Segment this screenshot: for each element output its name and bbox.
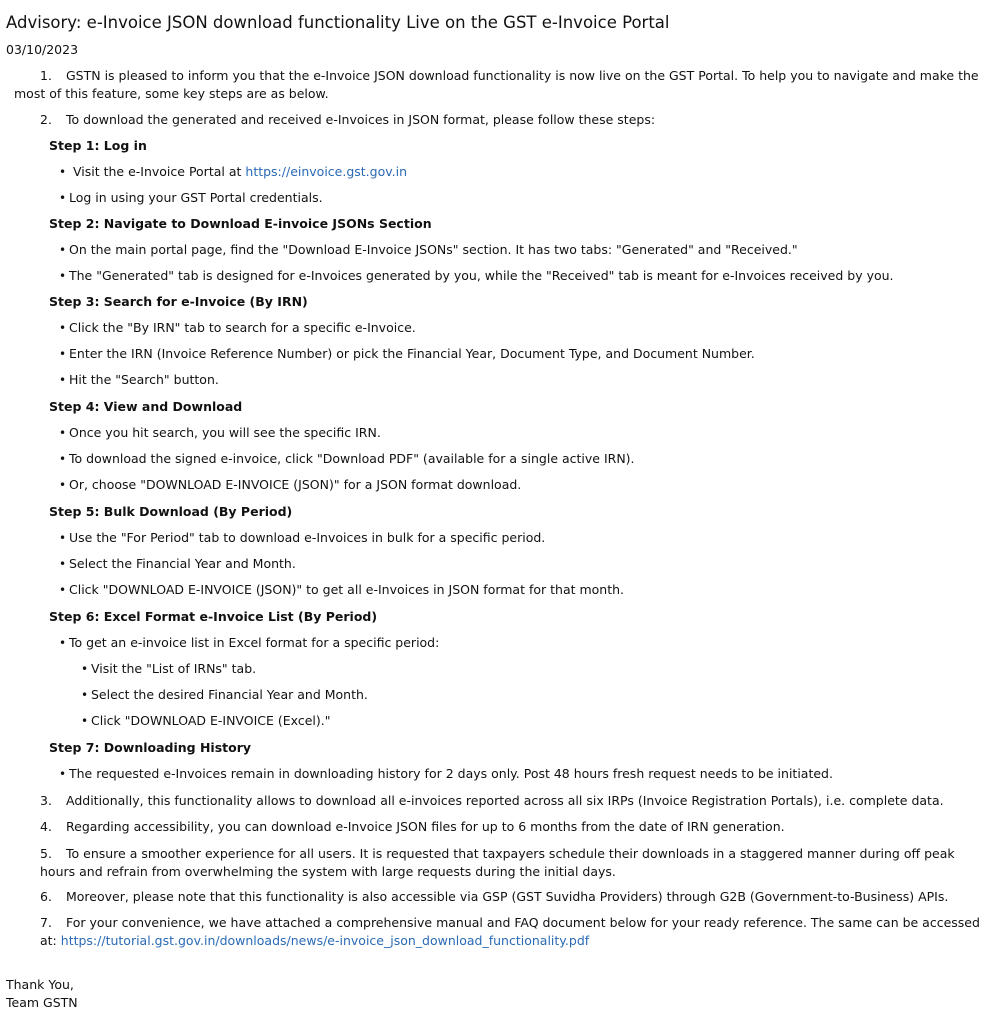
point-5-continuation: hours and refrain from overwhelming the system with large requests during the initial days. bbox=[40, 864, 616, 879]
list-item: • The "Generated" tab is designed for e-Invoices generated by you, while the "Received" tab is meant for e-Invoices received by you. bbox=[59, 267, 894, 285]
point-number: 3. bbox=[40, 793, 52, 808]
step-7-heading: Step 7: Downloading History bbox=[49, 740, 252, 755]
point-5 bbox=[40, 845, 955, 863]
point-text: To ensure a smoother experience for all users. It is requested that taxpayers schedule their downloads in a staggered manner during off peak bbox=[66, 846, 955, 861]
manual-pdf-link[interactable]: https://tutorial.gst.gov.in/downloads/news/e-invoice_json_download_functionality.pdf bbox=[60, 933, 590, 948]
step-1-heading: Step 1: Log in bbox=[49, 138, 147, 153]
point-text: To download the generated and received e-Invoices in JSON format, please follow these steps: bbox=[66, 112, 656, 127]
point-3 bbox=[40, 792, 944, 810]
list-item: • Select the Financial Year and Month. bbox=[59, 555, 296, 573]
point-text: Additionally, this functionality allows to download all e-invoices reported across all six IRPs (Invoice Registration Portals), i.e. complete data. bbox=[66, 793, 944, 808]
point-6 bbox=[40, 888, 948, 906]
einvoice-portal-link[interactable]: https://einvoice.gst.gov.in bbox=[245, 164, 408, 179]
list-item: • On the main portal page, find the "Download E-Invoice JSONs" section. It has two tabs: "Generated" and "Received." bbox=[59, 241, 798, 259]
publish-date: 03/10/2023 bbox=[6, 42, 79, 57]
point-number: 6. bbox=[40, 889, 52, 904]
sub-list-item: • Visit the "List of IRNs" tab. bbox=[81, 660, 256, 678]
list-item: • To get an e-invoice list in Excel format for a specific period: bbox=[59, 634, 439, 652]
step-6-heading: Step 6: Excel Format e-Invoice List (By Period) bbox=[49, 609, 378, 624]
point-7-continuation bbox=[40, 932, 589, 950]
point-1 bbox=[40, 67, 979, 85]
list-item: • To download the signed e-invoice, click "Download PDF" (available for a single active IRN). bbox=[59, 450, 635, 468]
list-item: • Log in using your GST Portal credentials. bbox=[59, 189, 323, 207]
list-item: • Or, choose "DOWNLOAD E-INVOICE (JSON)" for a JSON format download. bbox=[59, 476, 521, 494]
sub-list-item: • Select the desired Financial Year and Month. bbox=[81, 686, 368, 704]
point-text: For your convenience, we have attached a comprehensive manual and FAQ document below for your ready reference. The same can be accessed bbox=[66, 915, 980, 930]
list-item: • Hit the "Search" button. bbox=[59, 371, 219, 389]
point-number: 1. bbox=[40, 68, 52, 83]
list-item: • Once you hit search, you will see the specific IRN. bbox=[59, 424, 381, 442]
point-text: GSTN is pleased to inform you that the e-Invoice JSON download functionality is now live on the GST Portal. To help you to navigate and make the bbox=[66, 68, 979, 83]
step-2-heading: Step 2: Navigate to Download E-invoice JSONs Section bbox=[49, 216, 432, 231]
point-number: 4. bbox=[40, 819, 52, 834]
point-1-continuation: most of this feature, some key steps are as below. bbox=[14, 86, 329, 101]
list-item: • Click "DOWNLOAD E-INVOICE (JSON)" to get all e-Invoices in JSON format for that month. bbox=[59, 581, 624, 599]
point-2 bbox=[40, 111, 655, 129]
step-5-heading: Step 5: Bulk Download (By Period) bbox=[49, 504, 293, 519]
point-number: 2. bbox=[40, 112, 52, 127]
point-7 bbox=[40, 914, 980, 932]
list-item: • Use the "For Period" tab to download e-Invoices in bulk for a specific period. bbox=[59, 529, 545, 547]
bullet-text: Visit the e-Invoice Portal at bbox=[72, 164, 242, 179]
list-item: • The requested e-Invoices remain in downloading history for 2 days only. Post 48 hours fresh request needs to be initiated. bbox=[59, 765, 833, 783]
list-item bbox=[59, 163, 407, 181]
step-3-heading: Step 3: Search for e-Invoice (By IRN) bbox=[49, 294, 308, 309]
step-4-heading: Step 4: View and Download bbox=[49, 399, 243, 414]
list-item: • Enter the IRN (Invoice Reference Number) or pick the Financial Year, Document Type, and Document Number. bbox=[59, 345, 755, 363]
list-item: • Click the "By IRN" tab to search for a specific e-Invoice. bbox=[59, 319, 416, 337]
point-text: at: bbox=[40, 933, 57, 948]
point-text: Moreover, please note that this functionality is also accessible via GSP (GST Suvidha Providers) through G2B (Government-to-Business) APIs. bbox=[66, 889, 949, 904]
point-4 bbox=[40, 818, 785, 836]
sub-list-item: • Click "DOWNLOAD E-INVOICE (Excel)." bbox=[81, 712, 330, 730]
point-text: Regarding accessibility, you can download e-Invoice JSON files for up to 6 months from the date of IRN generation. bbox=[66, 819, 785, 834]
point-number: 5. bbox=[40, 846, 52, 861]
page-title: Advisory: e-Invoice JSON download functionality Live on the GST e-Invoice Portal bbox=[6, 13, 670, 32]
signoff-team: Team GSTN bbox=[6, 995, 78, 1010]
point-number: 7. bbox=[40, 915, 52, 930]
signoff-thanks: Thank You, bbox=[6, 977, 74, 992]
